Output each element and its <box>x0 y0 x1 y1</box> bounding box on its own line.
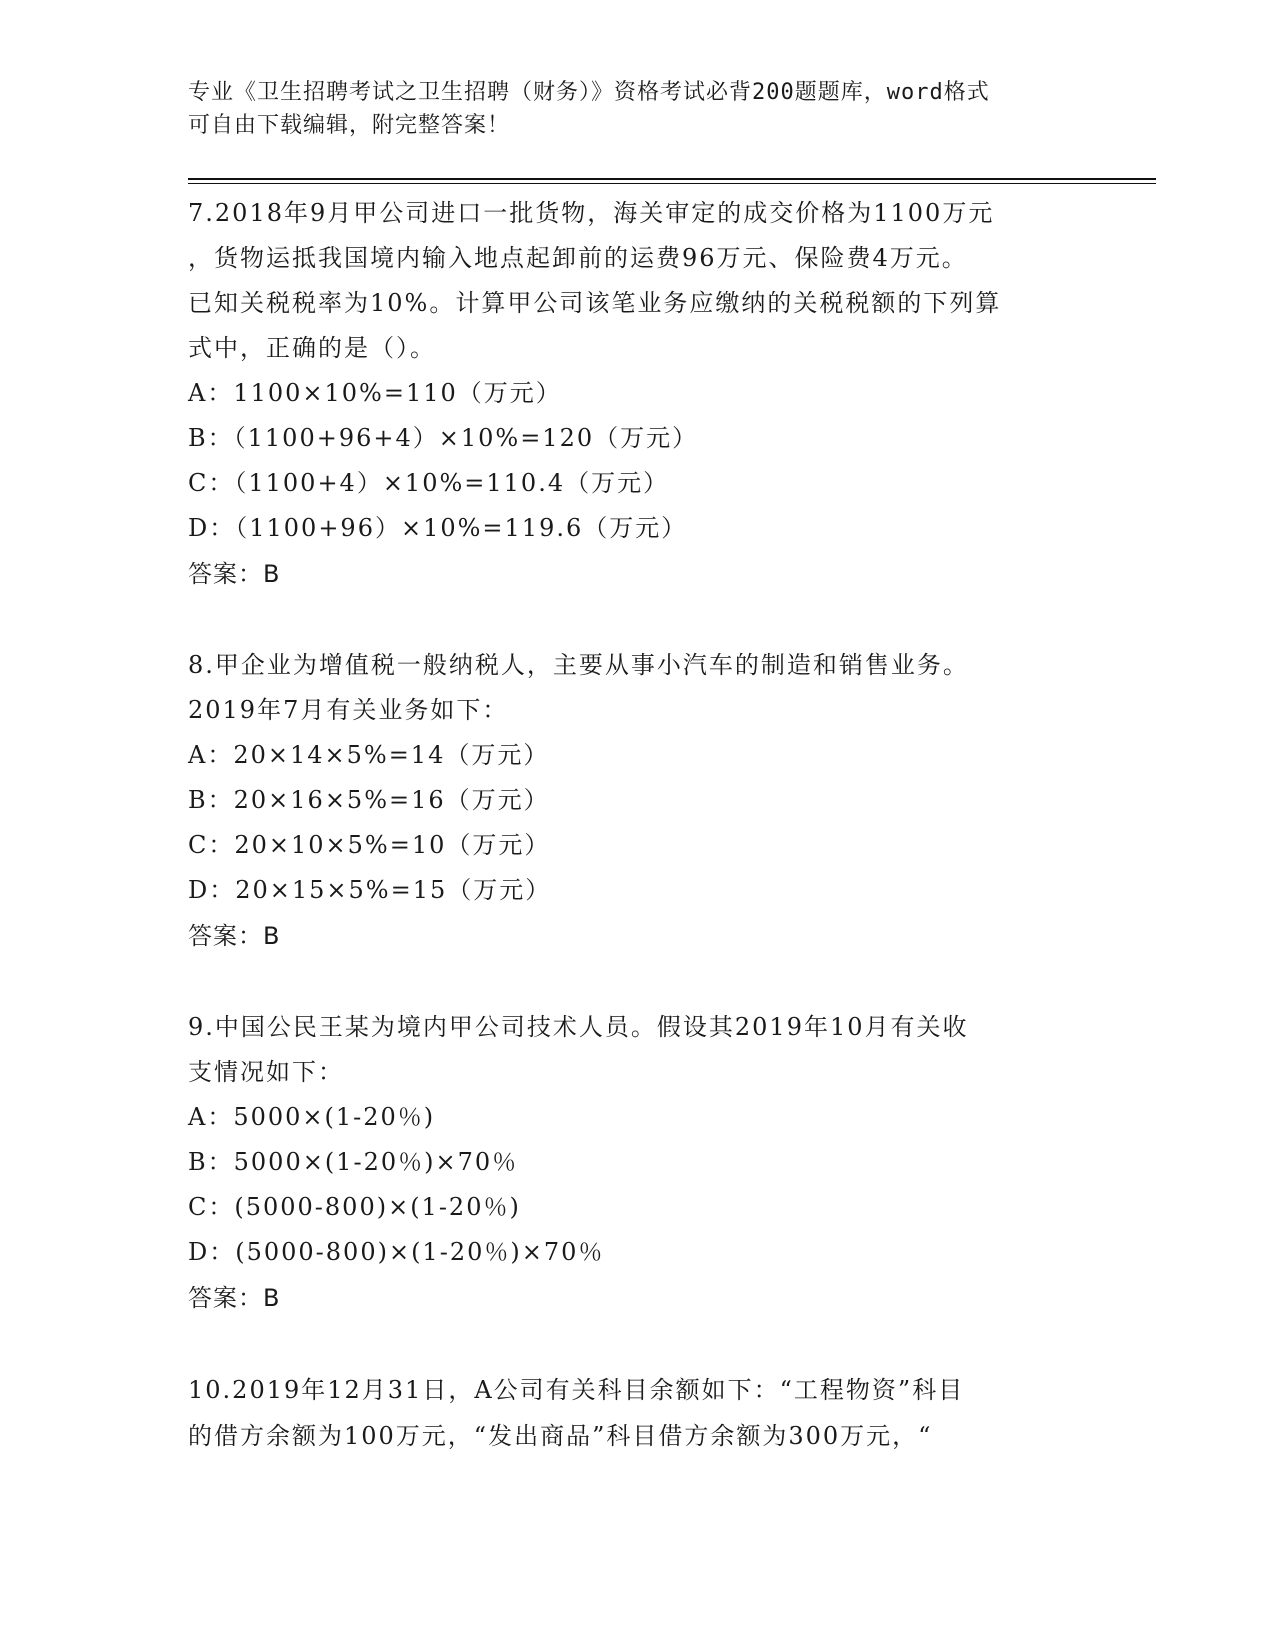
stem-line: 支情况如下： <box>188 1058 344 1086</box>
option-a: A：1100×10%=110（万元） <box>188 379 562 407</box>
option-d: D：(5000-800)×(1-20％)×70％ <box>188 1238 605 1266</box>
question-7 <box>188 191 1088 597</box>
stem-line: 8.甲企业为增值税一般纳税人，主要从事小汽车的制造和销售业务。 <box>188 651 969 679</box>
stem-line: ，货物运抵我国境内输入地点起卸前的运费96万元、保险费4万元。 <box>188 244 968 272</box>
question-stem <box>188 1367 1088 1459</box>
header-title-line-1: 专业《卫生招聘考试之卫生招聘（财务）》资格考试必背200题题库，word格式 <box>188 80 990 105</box>
stem-line: 2019年7月有关业务如下： <box>188 696 509 724</box>
question-8 <box>188 643 1088 959</box>
document-header <box>188 76 1088 142</box>
question-stem <box>188 643 1088 733</box>
option-d: D：20×15×5%=15（万元） <box>188 876 552 904</box>
header-divider-thin <box>188 183 1156 184</box>
stem-line: 7.2018年9月甲公司进口一批货物，海关审定的成交价格为1100万元 <box>188 199 995 227</box>
option-d: D：（1100+96）×10%=119.6（万元） <box>188 514 688 542</box>
option-b: B：5000×(1-20％)×70％ <box>188 1148 519 1176</box>
question-9 <box>188 1005 1088 1321</box>
question-10 <box>188 1367 1088 1459</box>
header-title-line-2: 可自由下载编辑，附完整答案！ <box>188 113 511 138</box>
question-stem <box>188 191 1088 371</box>
stem-line: 式中，正确的是（）。 <box>188 334 436 362</box>
stem-line: 9.中国公民王某为境内甲公司技术人员。假设其2019年10月有关收 <box>188 1013 969 1041</box>
stem-line: 10.2019年12月31日，A公司有关科目余额如下：“工程物资”科目 <box>188 1376 965 1404</box>
header-divider-thick <box>188 178 1156 180</box>
option-b: B：20×16×5%=16（万元） <box>188 786 550 814</box>
question-stem <box>188 1005 1088 1095</box>
option-c: C：(5000-800)×(1-20％) <box>188 1193 521 1221</box>
option-a: A：20×14×5%=14（万元） <box>188 741 550 769</box>
answer-line: 答案：B <box>188 922 281 950</box>
option-c: C：（1100+4）×10%=110.4（万元） <box>188 469 670 497</box>
option-c: C：20×10×5%=10（万元） <box>188 831 551 859</box>
stem-line: 已知关税税率为10%。计算甲公司该笔业务应缴纳的关税税额的下列算 <box>188 289 1002 317</box>
option-b: B：（1100+96+4）×10%=120（万元） <box>188 424 699 452</box>
option-a: A：5000×(1-20％) <box>188 1103 436 1131</box>
answer-line: 答案：B <box>188 1284 281 1312</box>
question-list <box>188 191 1088 1505</box>
answer-line: 答案：B <box>188 560 281 588</box>
stem-line: 的借方余额为100万元，“发出商品”科目借方余额为300万元，“ <box>188 1422 933 1450</box>
